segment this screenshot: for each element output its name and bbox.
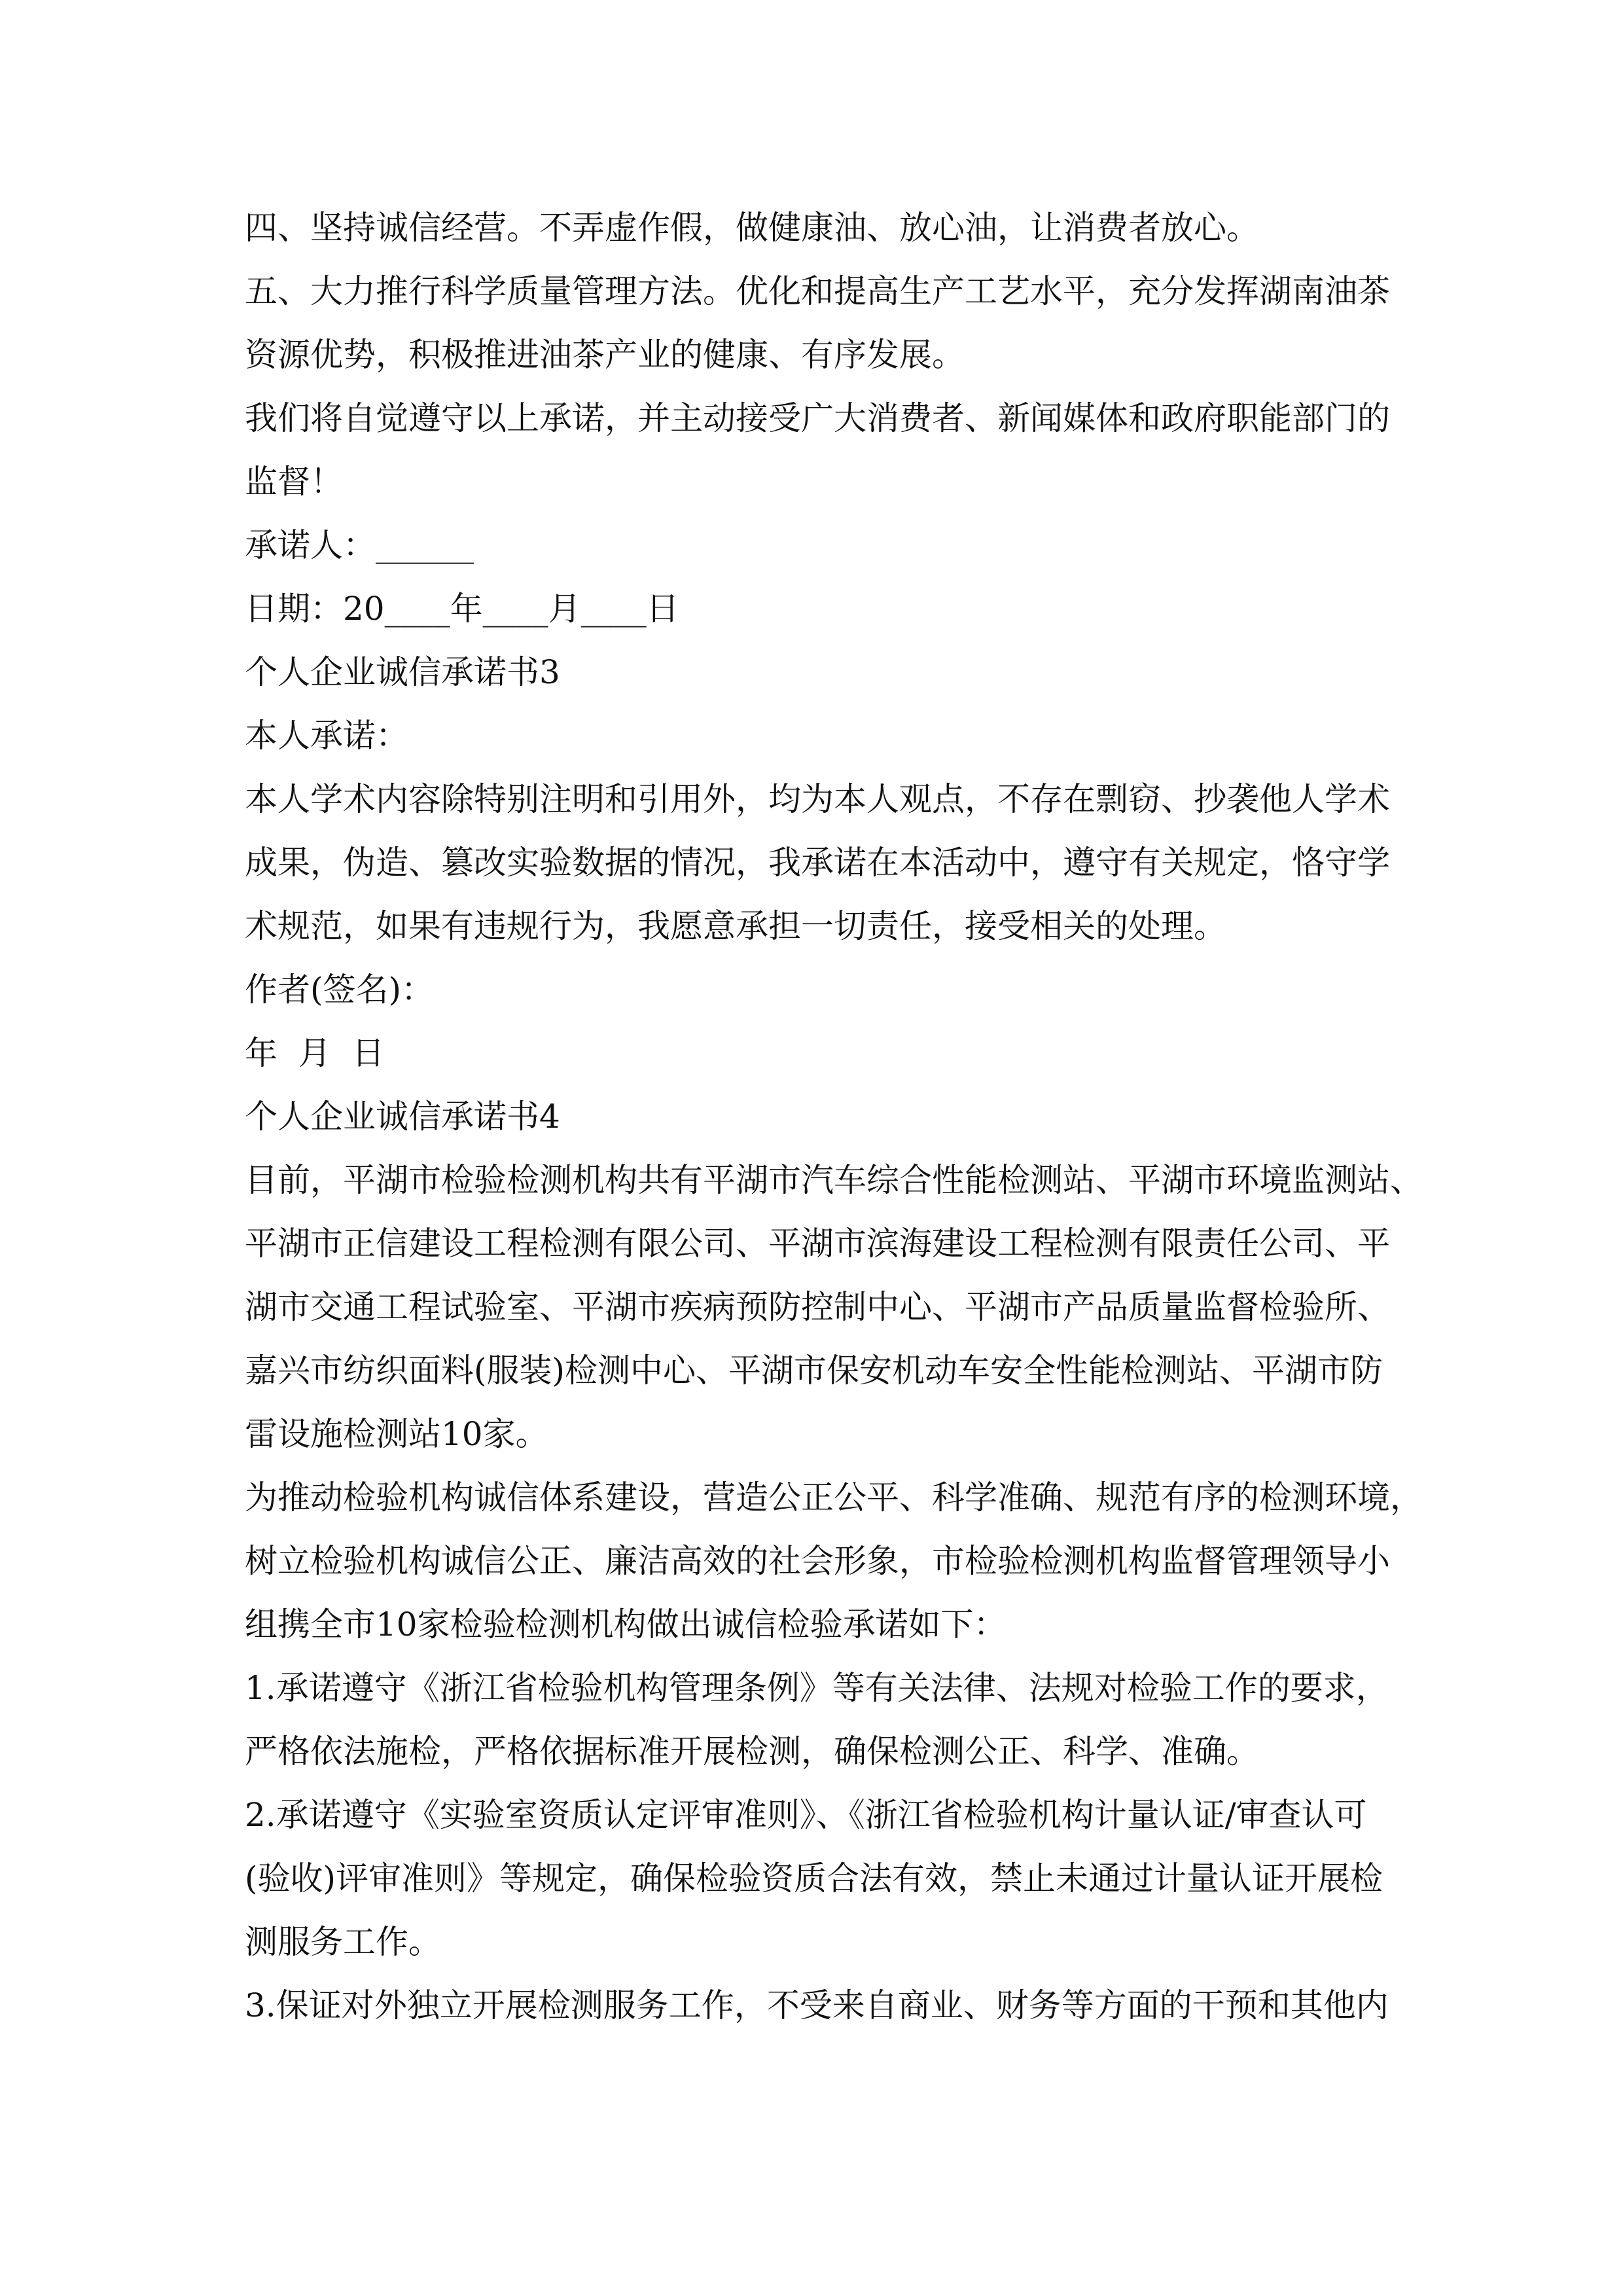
- document-body: [245, 196, 1423, 2037]
- text-line: 嘉兴市纺织面料(服装)检测中心、平湖市保安机动车安全性能检测站、平湖市防: [245, 1352, 1383, 1390]
- signatory-line: 承诺人：______: [245, 526, 474, 564]
- section-title: 个人企业诚信承诺书3: [245, 653, 560, 691]
- text-line: 成果，伪造、篡改实验数据的情况，我承诺在本活动中，遵守有关规定，恪守学: [245, 844, 1390, 882]
- text-line: 组携全市10家检验检测机构做出诚信检验承诺如下：: [245, 1605, 1007, 1643]
- text-line: 3.保证对外独立开展检测服务工作，不受来自商业、财务等方面的干预和其他内: [245, 1986, 1389, 2024]
- text-line: 平湖市正信建设工程检测有限公司、平湖市滨海建设工程检测有限责任公司、平: [245, 1225, 1390, 1263]
- text-line: 四、坚持诚信经营。不弄虚作假，做健康油、放心油，让消费者放心。: [245, 209, 1259, 247]
- text-line: 五、大力推行科学质量管理方法。优化和提高生产工艺水平，充分发挥湖南油茶: [245, 272, 1390, 310]
- date-line: 日期：20____年____月____日: [245, 590, 679, 628]
- text-line: 术规范，如果有违规行为，我愿意承担一切责任，接受相关的处理。: [245, 907, 1226, 945]
- text-line: (验收)评审准则》等规定，确保检验资质合法有效，禁止未通过计量认证开展检: [245, 1859, 1383, 1897]
- text-line: 雷设施检测站10家。: [245, 1415, 548, 1453]
- text-line: 为推动检验机构诚信体系建设，营造公正公平、科学准确、规范有序的检测环境，: [245, 1479, 1423, 1516]
- text-line: 资源优势，积极推进油茶产业的健康、有序发展。: [245, 336, 965, 374]
- text-line: 目前，平湖市检验检测机构共有平湖市汽车综合性能检测站、平湖市环境监测站、: [245, 1161, 1423, 1199]
- text-line: 2.承诺遵守《实验室资质认定评审准则》、《浙江省检验机构计量认证/审查认可: [245, 1796, 1367, 1834]
- text-line: 我们将自觉遵守以上承诺，并主动接受广大消费者、新闻媒体和政府职能部门的: [245, 399, 1390, 437]
- author-signature-line: 作者(签名)：: [245, 971, 435, 1009]
- text-line: 1.承诺遵守《浙江省检验机构管理条例》等有关法律、法规对检验工作的要求，: [245, 1669, 1389, 1707]
- text-line: 测服务工作。: [245, 1923, 441, 1961]
- date-line: 年 月 日: [245, 1034, 385, 1072]
- text-line: 本人承诺：: [245, 717, 408, 755]
- text-line: 监督！: [245, 463, 343, 501]
- text-line: 本人学术内容除特别注明和引用外，均为本人观点，不存在剽窃、抄袭他人学术: [245, 780, 1390, 818]
- section-title: 个人企业诚信承诺书4: [245, 1098, 560, 1136]
- text-line: 湖市交通工程试验室、平湖市疾病预防控制中心、平湖市产品质量监督检验所、: [245, 1288, 1390, 1326]
- text-line: 树立检验机构诚信公正、廉洁高效的社会形象，市检验检测机构监督管理领导小: [245, 1542, 1390, 1580]
- text-line: 严格依法施检，严格依据标准开展检测，确保检测公正、科学、准确。: [245, 1732, 1259, 1770]
